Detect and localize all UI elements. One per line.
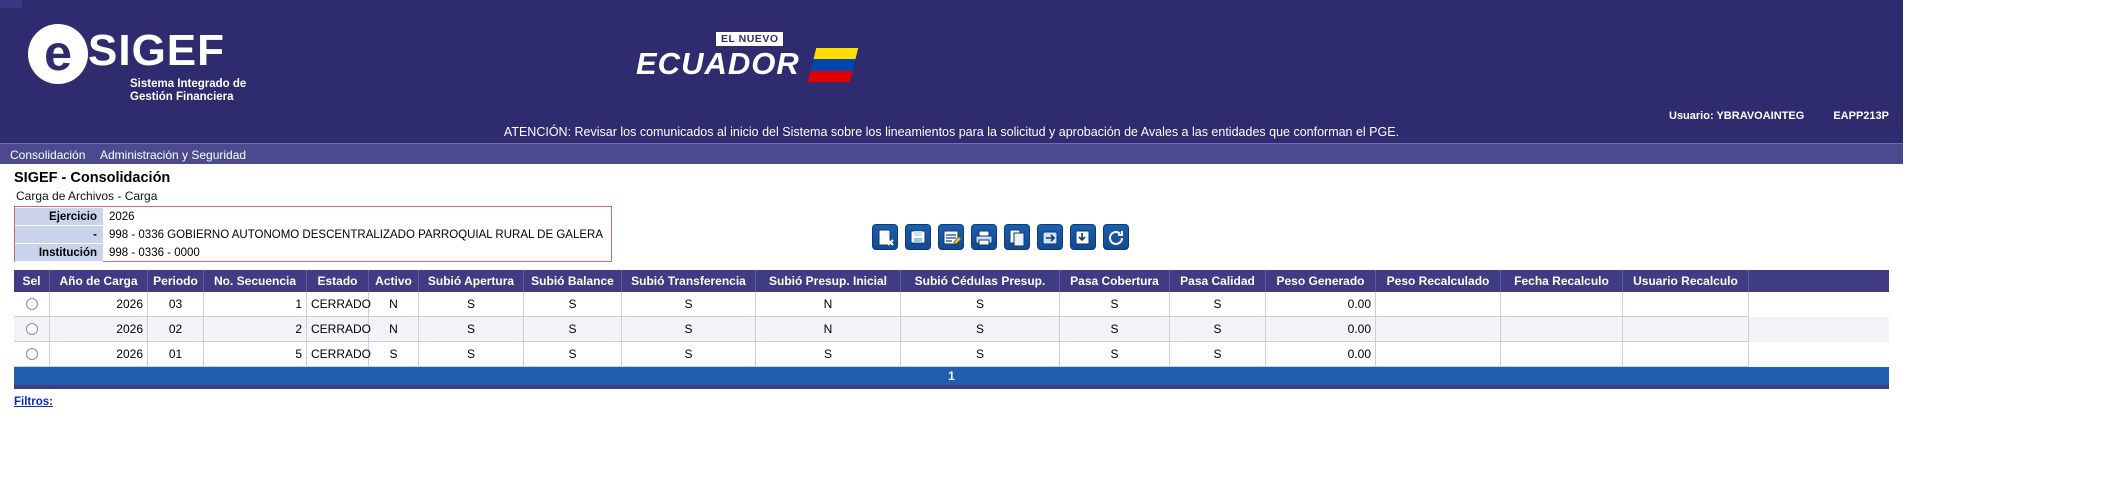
info-value-ejercicio: 2026 bbox=[109, 211, 135, 223]
table-cell-balance: S bbox=[524, 317, 622, 342]
table-column-header[interactable]: Subió Cédulas Presup. bbox=[901, 270, 1060, 292]
table-cell-periodo: 03 bbox=[148, 292, 204, 317]
user-label: Usuario: YBRAVOAINTEG bbox=[1669, 110, 1805, 122]
filters-link[interactable]: Filtros: bbox=[14, 396, 53, 408]
row-select-cell[interactable] bbox=[14, 342, 50, 367]
pagination-bar[interactable] bbox=[14, 367, 1889, 385]
table-cell-balance: S bbox=[524, 292, 622, 317]
logo-tagline-line1: Sistema Integrado de bbox=[130, 78, 247, 90]
table-cell-activo: N bbox=[369, 317, 419, 342]
table-cell-calidad: S bbox=[1170, 342, 1266, 367]
table-cell-presup_inicial: N bbox=[756, 292, 901, 317]
table-cell-cedulas: S bbox=[901, 342, 1060, 367]
table-column-header[interactable]: No. Secuencia bbox=[204, 270, 307, 292]
help-label: Ayuda bbox=[2017, 68, 2049, 80]
edit-document-icon[interactable] bbox=[938, 224, 964, 250]
table-cell-fecha_recalculo bbox=[1501, 292, 1623, 317]
table-column-header[interactable]: Fecha Recalculo bbox=[1501, 270, 1623, 292]
table-cell-secuencia: 1 bbox=[204, 292, 307, 317]
logo-wordmark: SIGEF bbox=[88, 26, 226, 75]
table-cell-periodo: 02 bbox=[148, 317, 204, 342]
table-cell-transferencia: S bbox=[622, 342, 756, 367]
table-cell-cedulas: S bbox=[901, 292, 1060, 317]
table-cell-apertura: S bbox=[419, 317, 524, 342]
table-column-header[interactable]: Subió Presup. Inicial bbox=[756, 270, 901, 292]
refresh-icon[interactable] bbox=[1103, 224, 1129, 250]
table-cell-periodo: 01 bbox=[148, 342, 204, 367]
ecuador-wordmark: ECUADOR bbox=[636, 46, 800, 81]
table-cell-fecha_recalculo bbox=[1501, 317, 1623, 342]
table-column-header[interactable]: Pasa Cobertura bbox=[1060, 270, 1170, 292]
print-document-icon[interactable] bbox=[971, 224, 997, 250]
table-body bbox=[14, 292, 1889, 367]
table-cell-balance: S bbox=[524, 342, 622, 367]
table-column-header[interactable]: Subió Transferencia bbox=[622, 270, 756, 292]
change-password-label-1: Cambio de bbox=[1918, 60, 1972, 72]
table-bottom-border bbox=[14, 385, 1889, 389]
table-column-header[interactable]: Estado bbox=[307, 270, 369, 292]
copy-document-icon[interactable] bbox=[1004, 224, 1030, 250]
table-cell-estado: CERRADO bbox=[307, 292, 369, 317]
main-menu-bar bbox=[0, 143, 1903, 164]
carga-archivos-table bbox=[14, 270, 1889, 367]
table-cell-cobertura: S bbox=[1060, 342, 1170, 367]
table-cell-activo: N bbox=[369, 292, 419, 317]
table-row[interactable] bbox=[14, 342, 1889, 367]
table-column-header[interactable]: Peso Recalculado bbox=[1376, 270, 1501, 292]
table-cell-peso_recalculado bbox=[1376, 342, 1501, 367]
table-column-header[interactable]: Año de Carga bbox=[50, 270, 148, 292]
table-cell-transferencia: S bbox=[622, 292, 756, 317]
table-cell-peso_generado: 0.00 bbox=[1266, 317, 1376, 342]
info-label-institucion: Institución bbox=[15, 244, 103, 262]
pagination-page-number[interactable]: 1 bbox=[948, 369, 955, 383]
info-row bbox=[15, 244, 613, 262]
table-cell-cobertura: S bbox=[1060, 317, 1170, 342]
table-cell-estado: CERRADO bbox=[307, 317, 369, 342]
row-radio-button[interactable] bbox=[26, 298, 38, 310]
table-column-header[interactable]: Sel bbox=[14, 270, 50, 292]
table-cell-peso_generado: 0.00 bbox=[1266, 292, 1376, 317]
new-document-icon[interactable] bbox=[872, 224, 898, 250]
record-toolbar bbox=[872, 224, 1134, 258]
info-label-entidad: - bbox=[15, 226, 103, 244]
export-document-icon[interactable] bbox=[1037, 224, 1063, 250]
menu-item-consolidacion[interactable]: Consolidación bbox=[10, 148, 86, 162]
ecuador-brand bbox=[636, 30, 856, 102]
table-column-header[interactable]: Subió Apertura bbox=[419, 270, 524, 292]
table-cell-anio: 2026 bbox=[50, 342, 148, 367]
ecuador-flag-icon bbox=[808, 48, 858, 82]
table-cell-cedulas: S bbox=[901, 317, 1060, 342]
table-cell-transferencia: S bbox=[622, 317, 756, 342]
table-cell-estado: CERRADO bbox=[307, 342, 369, 367]
table-cell-activo: S bbox=[369, 342, 419, 367]
breadcrumb: Carga de Archivos - Carga bbox=[16, 189, 158, 203]
table-column-header[interactable]: Peso Generado bbox=[1266, 270, 1376, 292]
ecuador-tagline: EL NUEVO bbox=[716, 32, 783, 46]
info-label-ejercicio: Ejercicio bbox=[15, 208, 103, 226]
table-cell-secuencia: 5 bbox=[204, 342, 307, 367]
info-value-entidad: 998 - 0336 GOBIERNO AUTONOMO DESCENTRALIZADO PARROQUIAL RURAL DE GALERA bbox=[109, 229, 603, 241]
table-cell-anio: 2026 bbox=[50, 317, 148, 342]
svg-text:e: e bbox=[44, 25, 72, 81]
table-cell-usuario_recalculo bbox=[1623, 292, 1749, 317]
lock-icon bbox=[1928, 30, 1962, 60]
table-cell-apertura: S bbox=[419, 342, 524, 367]
app-code: EAPP213P bbox=[1833, 110, 1889, 122]
question-icon: ? bbox=[2025, 33, 2041, 63]
logout-button[interactable] bbox=[2071, 28, 2119, 81]
table-column-header[interactable]: Pasa Calidad bbox=[1170, 270, 1266, 292]
logo-tagline-line2: Gestión Financiera bbox=[130, 91, 234, 103]
row-radio-button[interactable] bbox=[26, 323, 38, 335]
table-column-header[interactable]: Subió Balance bbox=[524, 270, 622, 292]
info-row bbox=[15, 226, 613, 244]
table-cell-peso_recalculado bbox=[1376, 292, 1501, 317]
table-cell-usuario_recalculo bbox=[1623, 317, 1749, 342]
table-cell-calidad: S bbox=[1170, 292, 1266, 317]
table-cell-peso_generado: 0.00 bbox=[1266, 342, 1376, 367]
logo-tagline bbox=[130, 78, 246, 104]
top-strip-accent bbox=[0, 0, 22, 8]
context-info-box bbox=[14, 206, 612, 262]
app-header bbox=[0, 8, 2106, 124]
sigef-logo[interactable] bbox=[26, 16, 256, 116]
attention-banner: ATENCIÓN: Revisar los comunicados al inicio del Sistema sobre los lineamientos para la solicitud y aprobación de Avales a las entidades que conforman el PGE. bbox=[0, 124, 1903, 143]
table-row[interactable] bbox=[14, 292, 1889, 317]
table-cell-cobertura: S bbox=[1060, 292, 1170, 317]
header-user-info bbox=[1643, 110, 1889, 122]
table-cell-anio: 2026 bbox=[50, 292, 148, 317]
table-cell-presup_inicial: S bbox=[756, 342, 901, 367]
table-cell-presup_inicial: N bbox=[756, 317, 901, 342]
info-value-institucion: 998 - 0336 - 0000 bbox=[109, 247, 200, 259]
help-button[interactable] bbox=[2009, 28, 2057, 81]
table-cell-calidad: S bbox=[1170, 317, 1266, 342]
row-select-cell[interactable] bbox=[14, 317, 50, 342]
logout-label: Salir bbox=[2083, 68, 2106, 80]
table-cell-secuencia: 2 bbox=[204, 317, 307, 342]
logo-e-icon bbox=[26, 22, 90, 86]
table-row[interactable] bbox=[14, 317, 1889, 342]
change-password-label-2: Contraseña bbox=[1916, 73, 1974, 85]
menu-item-administracion-seguridad[interactable]: Administración y Seguridad bbox=[100, 148, 247, 162]
change-password-button[interactable] bbox=[1891, 28, 1999, 86]
row-radio-button[interactable] bbox=[26, 348, 38, 360]
table-header-row bbox=[14, 270, 1889, 292]
save-document-icon[interactable] bbox=[905, 224, 931, 250]
table-cell-fecha_recalculo bbox=[1501, 342, 1623, 367]
info-row bbox=[15, 208, 613, 226]
window-top-strip bbox=[0, 0, 1903, 8]
table-column-header[interactable]: Activo bbox=[369, 270, 419, 292]
close-x-icon: ✕ bbox=[2084, 33, 2106, 63]
table-column-header[interactable]: Usuario Recalculo bbox=[1623, 270, 1749, 292]
page-title: SIGEF - Consolidación bbox=[14, 170, 171, 186]
row-select-cell[interactable] bbox=[14, 292, 50, 317]
table-column-header[interactable]: Periodo bbox=[148, 270, 204, 292]
table-cell-peso_recalculado bbox=[1376, 317, 1501, 342]
table-cell-usuario_recalculo bbox=[1623, 342, 1749, 367]
table-cell-apertura: S bbox=[419, 292, 524, 317]
page-content bbox=[0, 164, 1903, 480]
download-document-icon[interactable] bbox=[1070, 224, 1096, 250]
